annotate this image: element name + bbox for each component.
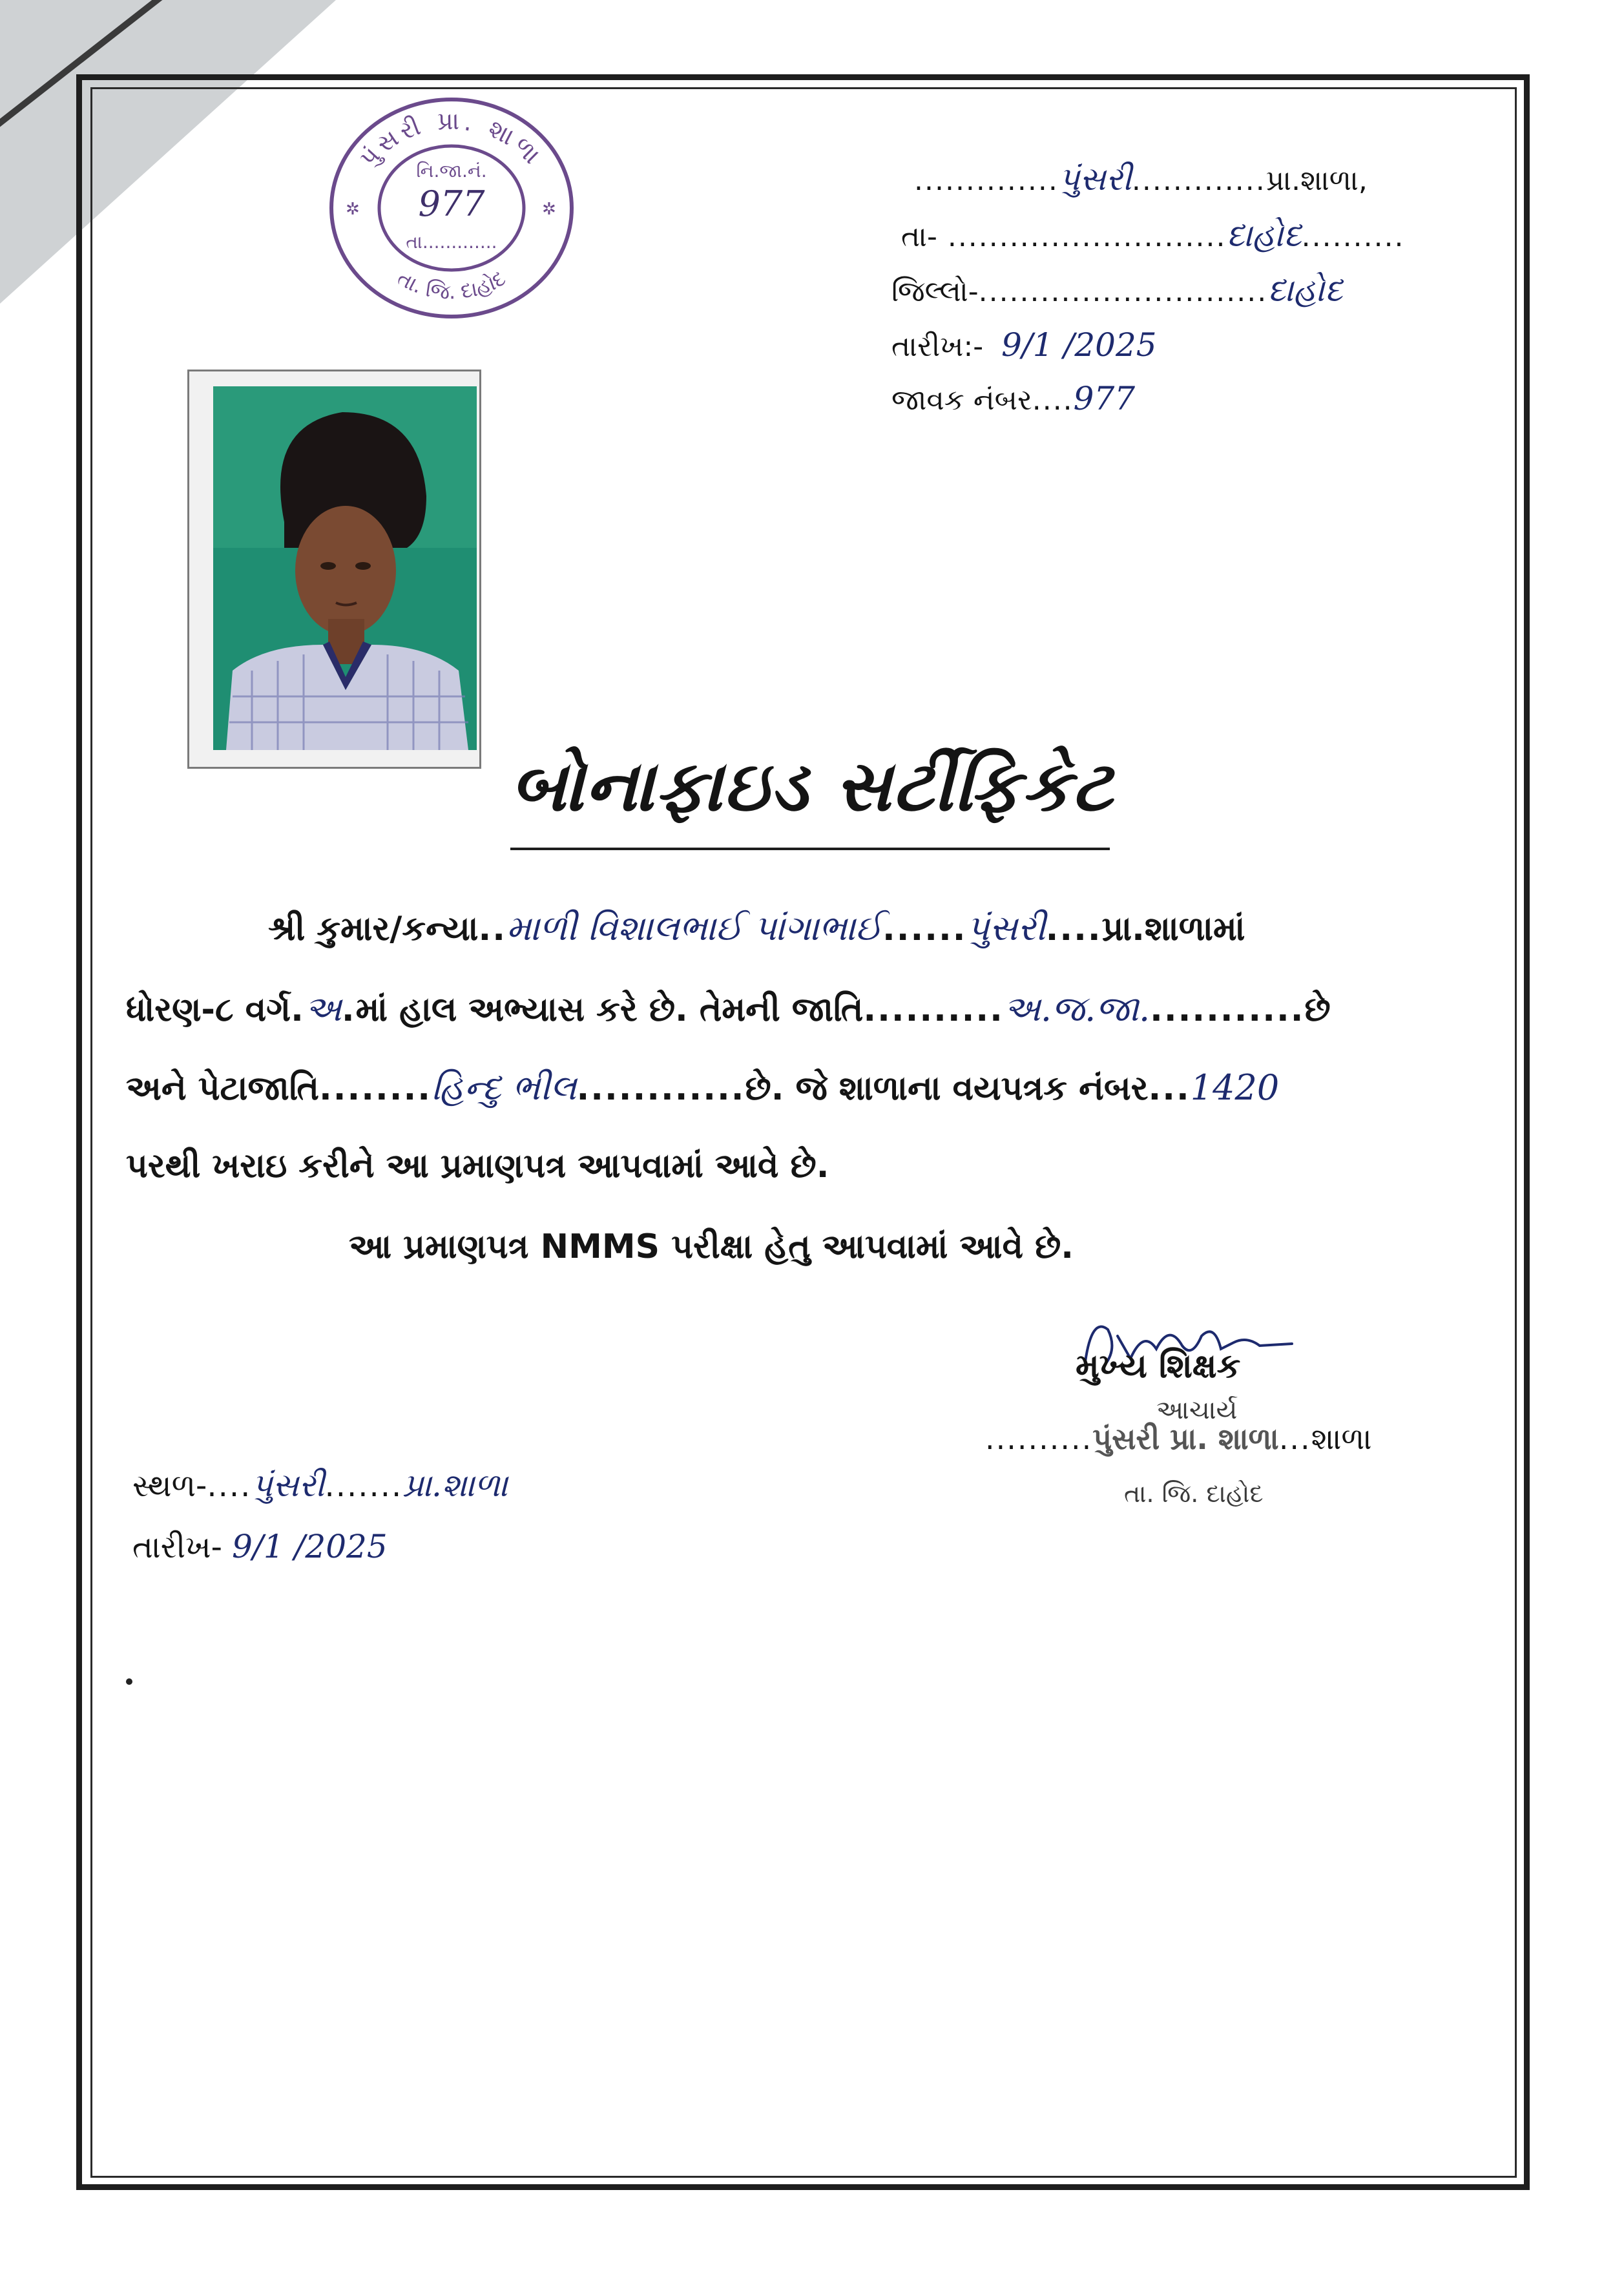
signature-stamp-role: આચાર્ય (1156, 1395, 1238, 1425)
signature-school-stamp: પુંસરી પ્રા. શાળા (1092, 1421, 1279, 1456)
body-line2-mid: માં હાલ અભ્યાસ કરે છે. તેમની જાતિ (355, 990, 864, 1029)
seal-inner-bottom: તા............. (406, 231, 497, 253)
seal-outer-text: પુંસરી પ્રા. શાળા (353, 106, 549, 172)
school-seal (326, 96, 577, 320)
body-line3-mid: છે. જે શાળાના વયપત્રક નંબર (745, 1069, 1149, 1108)
body-class: અ (304, 988, 342, 1029)
body-subcaste: હિન્દુ ભીલ (432, 1067, 577, 1108)
signature-school-suffix: શાળા (1311, 1421, 1372, 1456)
student-name: માળી વિશાલભાઈ પાંગાભાઈ (506, 908, 882, 948)
footer-date-label: તારીખ- (132, 1529, 222, 1565)
footer-place-suffix: પ્રા.શાળા (402, 1466, 508, 1504)
svg-text:✲: ✲ (346, 200, 360, 219)
body-line-5: આ પ્રમાણપત્ર NMMS પરીક્ષા હેતુ આપવામાં આવે છે. (349, 1227, 1074, 1266)
body-school: પુંસરી (966, 908, 1046, 948)
body-line-1: શ્રી કુમાર/કન્યા..માળી વિશાલભાઈ પાંગાભાઈ......પુંસરી....પ્રા.શાળામાં (268, 908, 1245, 948)
certificate-title: બોનાફાઇડ સર્ટીફિકેટ (510, 746, 1114, 827)
header-date-line (891, 326, 1157, 364)
body-line-3: અને પેટાજાતિ........હિન્દુ ભીલ............છે. જે શાળાના વયપત્રક નંબર...1420 (126, 1067, 1280, 1108)
body-line1-prefix: શ્રી કુમાર/કન્યા (268, 910, 479, 948)
signature-role: મુખ્ય શિક્ષક (1076, 1347, 1241, 1386)
header-school-name: પુંસરી (1058, 160, 1132, 198)
student-photo (213, 386, 477, 750)
header-district: દાહોદ (1267, 271, 1343, 309)
body-line-2: ધોરણ-૮ વર્ગ.અ.માં હાલ અભ્યાસ કરે છે. તેમની જાતિ..........અ.જ.જા............છે (126, 988, 1331, 1029)
header-date: 9/1 /2025 (1001, 326, 1157, 364)
seal-inner-top: નિ.જા.નં. (416, 160, 487, 182)
signature-place-stamp: તા. જિ. દાહોદ (1124, 1479, 1264, 1508)
stray-dot (126, 1678, 132, 1685)
footer-date: 9/1 /2025 (232, 1528, 388, 1565)
header-taluka: દાહોદ (1226, 216, 1302, 254)
seal-number: 977 (418, 183, 485, 224)
body-register-no: 1420 (1190, 1067, 1280, 1108)
signature-school-line: ..........પુંસરી પ્રા. શાળા...શાળા (985, 1421, 1372, 1456)
header-taluka-line: તા- ...........................દાહોદ.......... (901, 216, 1405, 254)
header-district-label: જિલ્લો- (891, 275, 979, 308)
body-line-4: પરથી ખરાઇ કરીને આ પ્રમાણપત્ર આપવામાં આવે છે. (126, 1147, 829, 1185)
title-underline (510, 848, 1110, 850)
footer-place-label: સ્થળ- (132, 1468, 207, 1504)
header-outward-no: 977 (1073, 380, 1136, 417)
footer-place-line: સ્થળ-....પુંસરી.......પ્રા.શાળા (132, 1466, 508, 1504)
body-line2-suffix: છે (1304, 990, 1331, 1029)
svg-text:✲: ✲ (542, 200, 556, 219)
seal-bottom-text: તા. જિ. દાહોદ (393, 266, 510, 305)
header-district-line: જિલ્લો-............................દાહોદ (891, 271, 1343, 309)
header-outward-line: જાવક નંબર....977 (891, 380, 1136, 417)
header-taluka-label: તા- (901, 220, 937, 253)
body-line3-prefix: અને પેટાજાતિ (126, 1069, 319, 1108)
header-school-line: ..............પુંસરી.............પ્રા.શાળા, (914, 160, 1368, 198)
header-school-suffix: પ્રા.શાળા, (1265, 164, 1368, 197)
header-date-label: તારીખ:- (891, 330, 984, 363)
body-line1-suffix: પ્રા.શાળામાં (1101, 910, 1245, 948)
footer-place: પુંસરી (251, 1466, 325, 1504)
footer-date-line (132, 1528, 388, 1566)
header-outward-label: જાવક નંબર (891, 384, 1032, 417)
body-caste: અ.જ.જા. (1003, 988, 1150, 1029)
body-line2-prefix: ધોરણ-૮ વર્ગ (126, 990, 291, 1029)
